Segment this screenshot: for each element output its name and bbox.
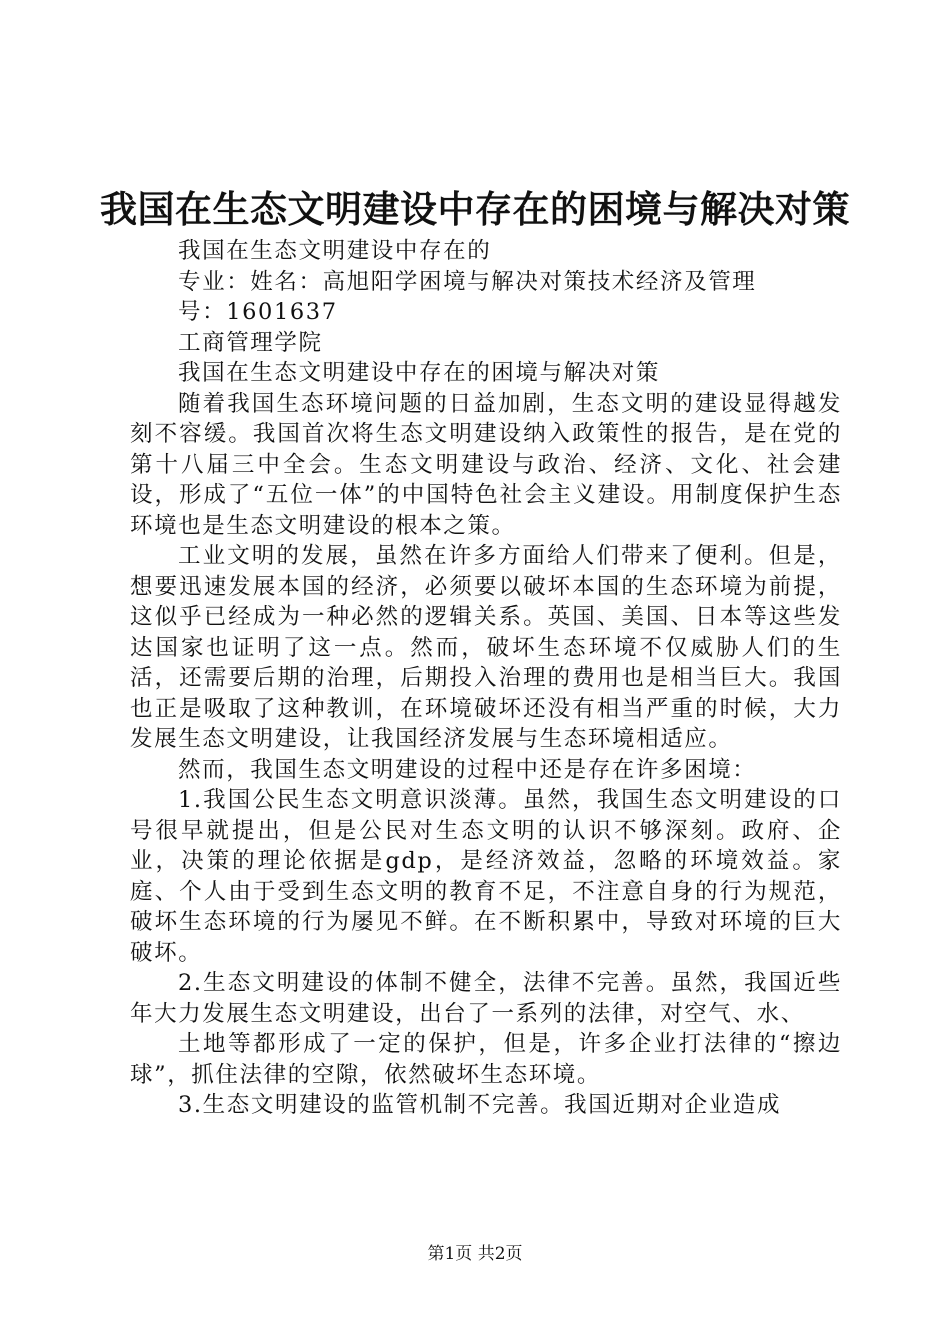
header-line-topic: 我国在生态文明建设中存在的	[178, 238, 492, 264]
document-title: 我国在生态文明建设中存在的困境与解决对策	[100, 187, 850, 231]
paragraph-point-3: 3.生态文明建设的监管机制不完善。我国近期对企业造成	[178, 1092, 782, 1118]
paragraph-point-1: 1.我国公民生态文明意识淡薄。虽然，我国生态文明建设的口号很早就提出，但是公民对生态文明的认识不够深刻。政府、企业，决策的理论依据是gdp，是经济效益，忽略的环境效益。家庭、个人由于受到生态文明的教育不足，不注意自身的行为规范，破坏生态环境的行为屡见不鲜。在不断积累中，导致对环境的巨大破坏。	[130, 787, 842, 966]
paragraph-point-2: 2.生态文明建设的体制不健全，法律不完善。虽然，我国近些年大力发展生态文明建设，出台了一系列的法律，对空气、水、	[130, 970, 842, 1027]
header-line-college: 工商管理学院	[178, 329, 323, 356]
document-body	[130, 236, 842, 1121]
header-line-student-id: 号：1601637	[178, 299, 338, 325]
header-line-author: 专业：姓名：高旭阳学困境与解决对策技术经济及管理	[178, 268, 757, 295]
header-line-subtitle: 我国在生态文明建设中存在的困境与解决对策	[178, 360, 661, 386]
paragraph-industrial: 工业文明的发展，虽然在许多方面给人们带来了便利。但是，想要迅速发展本国的经济，必须要以破坏本国的生态环境为前提，这似乎已经成为一种必然的逻辑关系。英国、美国、日本等这些发达国家也证明了这一点。然而，破坏生态环境不仅威胁人们的生活，还需要后期的治理，后期投入治理的费用也是相当巨大。我国也正是吸取了这种教训，在环境破坏还没有相当严重的时候，大力发展生态文明建设，让我国经济发展与生态环境相适应。	[130, 543, 842, 752]
paragraph-intro: 随着我国生态环境问题的日益加剧，生态文明的建设显得越发刻不容缓。我国首次将生态文明建设纳入政策性的报告，是在党的第十八届三中全会。生态文明建设与政治、经济、文化、社会建设，形成了“五位一体”的中国特色社会主义建设。用制度保护生态环境也是生态文明建设的根本之策。	[130, 390, 842, 539]
paragraph-difficulties: 然而，我国生态文明建设的过程中还是存在许多困境：	[178, 756, 757, 783]
page-footer: 第1页 共2页	[427, 1244, 523, 1264]
paragraph-point-2-cont: 土地等都形成了一定的保护，但是，许多企业打法律的“擦边球”，抓住法律的空隙，依然破坏生态环境。	[130, 1031, 842, 1088]
